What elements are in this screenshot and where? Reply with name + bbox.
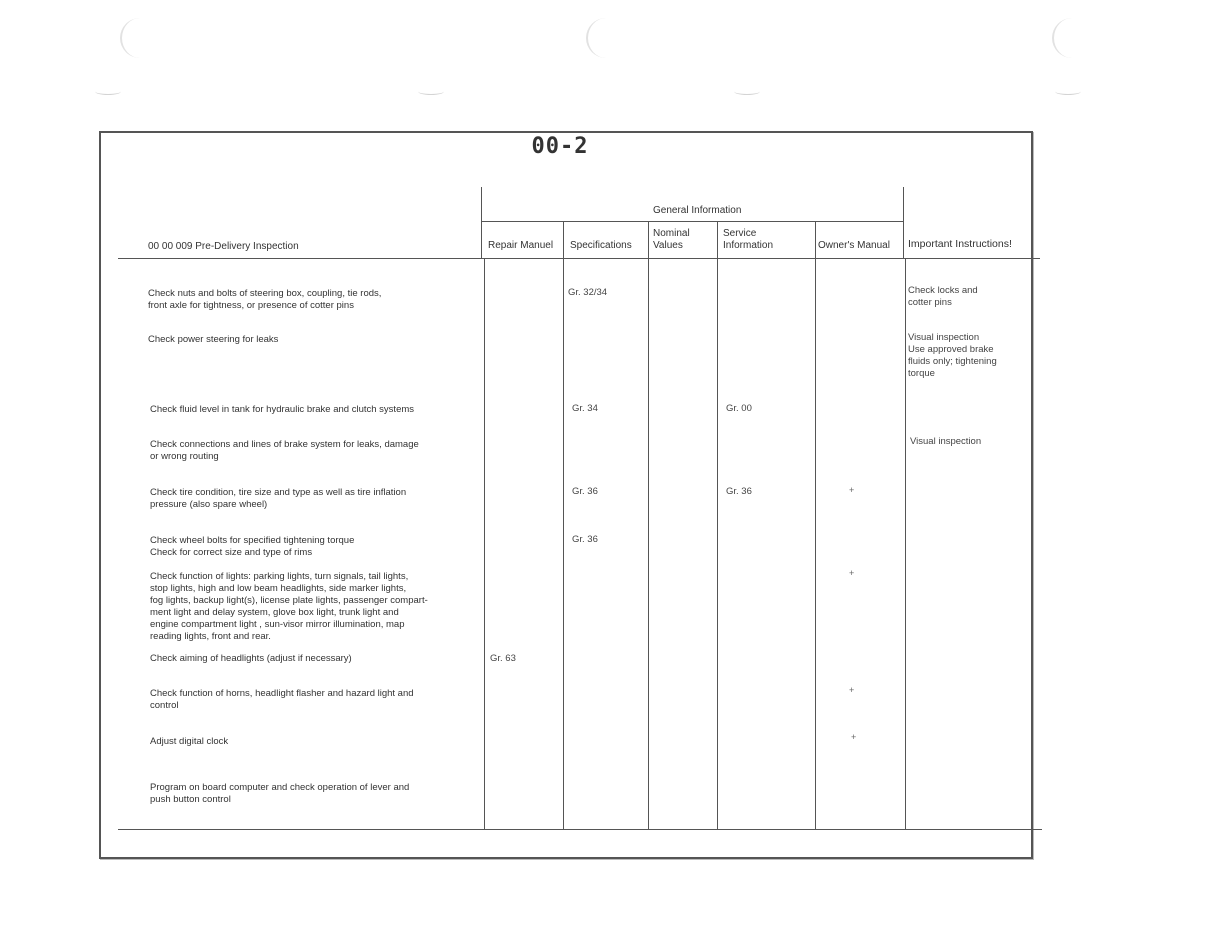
inspection-item: Check aiming of headlights (adjust if necessary) (150, 653, 352, 664)
scan-mark (95, 88, 121, 95)
binder-hole-mark (586, 18, 626, 58)
section-title: 00 00 009 Pre-Delivery Inspection (148, 241, 299, 252)
scan-mark (418, 88, 444, 95)
owners-manual-mark: + (851, 732, 857, 742)
specifications-ref: Gr. 32/34 (568, 287, 608, 298)
specifications-ref: Gr. 36 (572, 486, 598, 497)
binder-hole-mark (120, 18, 160, 58)
inspection-item: Check power steering for leaks (148, 334, 279, 345)
general-information-heading: General Information (653, 205, 742, 216)
inspection-item: Check connections and lines of brake system for leaks, damage or wrong routing (150, 439, 419, 462)
table-rule (903, 187, 904, 259)
important-instruction: Visual inspection (910, 436, 982, 447)
column-header-nominal-values: Nominal Values (653, 228, 690, 251)
scan-mark (1055, 88, 1081, 95)
table-rule (481, 221, 904, 222)
inspection-item: Program on board computer and check operation of lever and push button control (150, 782, 410, 805)
service-information-ref: Gr. 36 (726, 486, 752, 497)
table-rule (481, 187, 482, 259)
table-bottom-rule (118, 829, 1042, 830)
column-rule (484, 259, 485, 829)
page-number: 00-2 (531, 134, 589, 159)
column-rule (905, 259, 906, 829)
header-underline (118, 258, 1040, 259)
column-header-service-information: Service Information (723, 228, 774, 251)
important-instruction: Visual inspection Use approved brake fluids only; tightening torque (908, 332, 997, 379)
scan-mark (734, 88, 760, 95)
column-header-owners-manual: Owner's Manual (818, 240, 890, 251)
column-rule (717, 221, 718, 829)
owners-manual-mark: + (849, 685, 855, 695)
owners-manual-mark: + (849, 485, 855, 495)
inspection-item: Check fluid level in tank for hydraulic brake and clutch systems (150, 404, 415, 415)
column-rule (648, 221, 649, 829)
column-rule (815, 221, 816, 829)
service-information-ref: Gr. 00 (726, 403, 752, 414)
important-instruction: Check locks and cotter pins (908, 285, 978, 308)
repair-manual-ref: Gr. 63 (490, 653, 516, 664)
column-header-specifications: Specifications (570, 240, 632, 251)
inspection-item: Check nuts and bolts of steering box, coupling, tie rods, front axle for tightness, or presence of cotter pins (148, 288, 382, 311)
inspection-item: Check wheel bolts for specified tightening torque Check for correct size and type of rims (150, 535, 355, 558)
column-header-repair-manual: Repair Manuel (488, 240, 554, 251)
specifications-ref: Gr. 34 (572, 403, 598, 414)
inspection-item: Adjust digital clock (150, 736, 229, 747)
column-header-important-instructions: Important Instructions! (908, 238, 1012, 250)
specifications-ref: Gr. 36 (572, 534, 598, 545)
inspection-item: Check function of horns, headlight flasher and hazard light and control (150, 688, 414, 711)
inspection-item: Check function of lights: parking lights, turn signals, tail lights, stop lights, high and low beam headlights, side marker lights, fog lights, backup light(s), license plate lights, passenger compart- ment light and delay system, glove box light, trunk light and engine compartment light , sun-visor mirror illumination, map reading lights, front and rear. (150, 571, 428, 642)
column-rule (563, 221, 564, 829)
owners-manual-mark: + (849, 568, 855, 578)
inspection-item: Check tire condition, tire size and type as well as tire inflation pressure (also spare wheel) (150, 487, 407, 510)
binder-hole-mark (1052, 18, 1092, 58)
